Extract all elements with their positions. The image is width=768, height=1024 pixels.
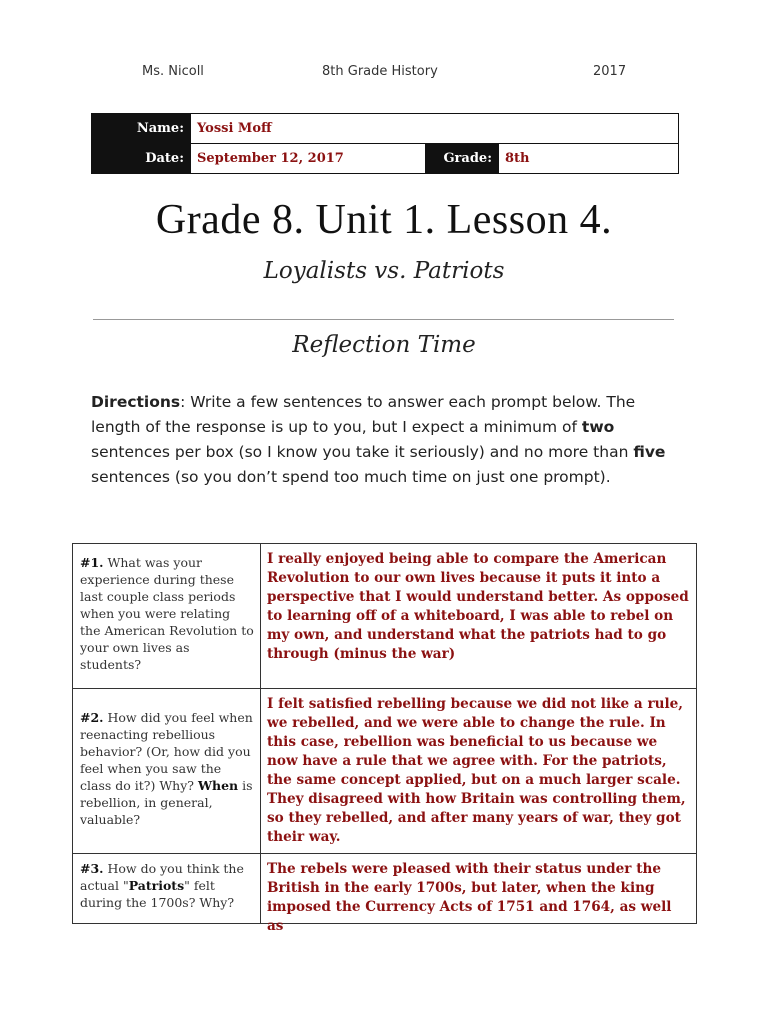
teacher-name: Ms. Nicoll <box>142 64 204 79</box>
section-title: Reflection Time <box>292 332 476 358</box>
prompt-emphasis: When <box>197 778 239 793</box>
student-info-table <box>91 113 679 174</box>
directions-label: Directions <box>91 393 181 411</box>
date-field[interactable]: September 12, 2017 <box>191 144 426 174</box>
answer-box[interactable]: I really enjoyed being able to compare the American Revolution to our own lives because it puts it into a perspective that I would understand better. As opposed to learning off of a whiteboard, I was able to rebel on my own, and understand what the patriots had to go through (minus the war) <box>261 544 697 689</box>
prompt-question <box>73 544 261 689</box>
answer-text: The rebels were pleased with their status under the British in the early 1700s, but later, when the king imposed the Currency Acts of 1751 and 1764, as well as <box>267 861 672 934</box>
grade-field[interactable]: 8th <box>499 144 679 174</box>
prompt-table <box>72 543 697 934</box>
prompt-row <box>73 689 697 854</box>
grade-label: Grade: <box>426 144 499 174</box>
prompt-text: is rebellion, in general, valuable? <box>80 778 253 827</box>
prompt-question <box>73 689 261 854</box>
directions-paragraph <box>91 390 681 490</box>
date-label: Date: <box>92 144 191 174</box>
year: 2017 <box>593 64 627 79</box>
prompt-text: How did you feel when reenacting rebellious behavior? (Or, how did you feel when you saw the class do it?) Why? <box>80 710 253 793</box>
page-header <box>0 64 768 84</box>
directions-text: : Write a few sentences to answer each prompt below. The length of the response is up to you, but I expect a minimum of <box>91 393 636 436</box>
answer-box[interactable] <box>261 854 697 934</box>
prompt-number: #2. <box>80 710 104 725</box>
lesson-title: Grade 8. Unit 1. Lesson 4. <box>155 197 613 243</box>
directions-emphasis: five <box>633 443 666 461</box>
divider <box>93 319 674 320</box>
prompt-text: What was your experience during these last couple class periods when you were relating the American Revolution to your own lives as students? <box>80 555 254 672</box>
directions-text: sentences (so you don’t spend too much time on just one prompt). <box>91 468 611 486</box>
prompt-row <box>73 854 697 924</box>
answer-box[interactable]: I felt satisfied rebelling because we did not like a rule, we rebelled, and we were able to change the rule. In this case, rebellion was beneficial to us because we now have a rule that we agree with. For the patriots, the same concept applied, but on a much larger scale. They disagreed with how Britain was controlling them, so they rebelled, and after many years of war, they got their way. <box>261 689 697 854</box>
prompt-text: " felt during the 1700s? Why? <box>80 878 235 910</box>
prompt-row <box>73 544 697 689</box>
directions-text: sentences per box (so I know you take it seriously) and no more than <box>91 443 634 461</box>
name-field[interactable]: Yossi Moff <box>191 114 679 144</box>
prompt-emphasis: Patriots <box>128 878 185 893</box>
prompt-number: #1. <box>80 555 104 570</box>
prompt-number: #3. <box>80 861 104 876</box>
course-name: 8th Grade History <box>322 64 438 79</box>
name-label: Name: <box>92 114 191 144</box>
lesson-subtitle: Loyalists vs. Patriots <box>263 258 505 284</box>
directions-emphasis: two <box>581 418 615 436</box>
prompt-text: How do you think the actual " <box>80 861 244 893</box>
prompt-question <box>73 854 261 924</box>
